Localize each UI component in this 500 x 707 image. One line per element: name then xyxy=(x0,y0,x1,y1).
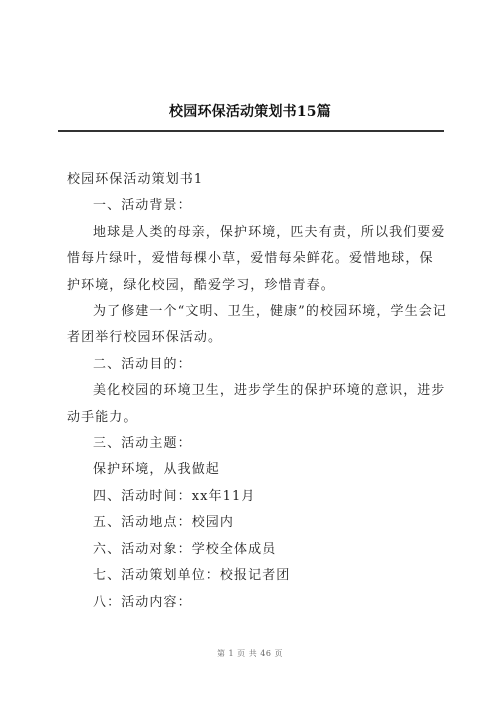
paragraph: 保护环境，从我做起 xyxy=(93,462,220,478)
document-body xyxy=(67,167,447,616)
paragraph: 六、活动对象：学校全体成员 xyxy=(93,541,277,557)
section-heading: 校园环保活动策划书1 xyxy=(67,172,204,187)
page-footer: 第 1 页 共 46 页 xyxy=(217,649,283,658)
document-title: 校园环保活动策划书15篇 xyxy=(169,104,331,120)
paragraph: 七、活动策划单位：校报记者团 xyxy=(93,568,291,584)
paragraph: 五、活动地点：校园内 xyxy=(93,515,235,531)
paragraph: 三、活动主题： xyxy=(93,436,192,452)
paragraph: 四、活动时间：xx年11月 xyxy=(93,488,256,504)
paragraph: 八：活动内容： xyxy=(93,594,192,610)
paragraph: 一、活动背景： xyxy=(93,198,192,214)
paragraph: 为了修建一个“文明、卫生，健康”的校园环境，学生会记者团举行校园环保活动。 xyxy=(67,304,447,346)
title-divider xyxy=(58,130,444,132)
paragraph: 美化校园的环境卫生，进步学生的保护环境的意识，进步动手能力。 xyxy=(67,383,446,425)
paragraph: 地球是人类的母亲，保护环境，匹夫有责，所以我们要爱惜每片绿叶，爱惜每棵小草，爱惜每朵鲜花。爱惜地球，保护环境，绿化校园，酷爱学习，珍惜青春。 xyxy=(67,224,446,293)
paragraph: 二、活动目的： xyxy=(93,356,192,372)
